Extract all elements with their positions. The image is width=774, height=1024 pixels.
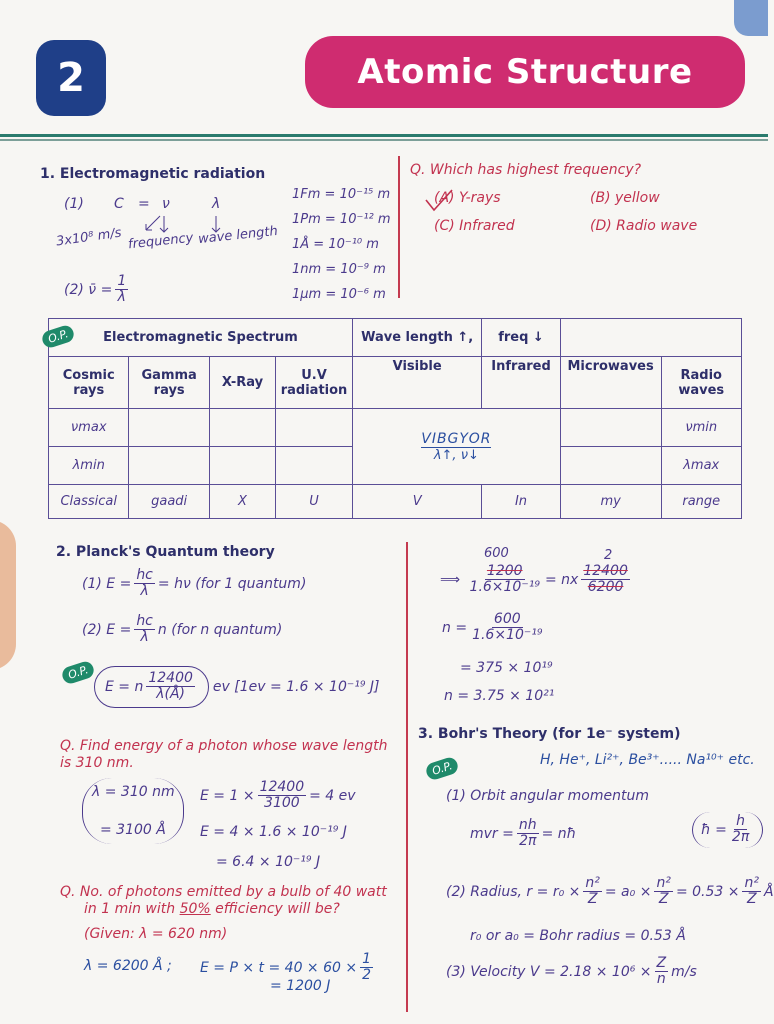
hbar-den: 2π [731, 829, 750, 846]
mnemonic-8: range [661, 485, 741, 519]
vibgyor-cell [353, 409, 561, 485]
row-nu-min: νmin [661, 409, 741, 447]
q2-step-1-lhs: E = 1 × [200, 787, 255, 804]
mvr-den: 2π [519, 833, 537, 850]
mnemonic-4: U [276, 485, 353, 519]
q2-step-1-rhs: = 4 ev [309, 787, 356, 804]
mnemonic-7: my [560, 485, 661, 519]
calc-r-den: 6200 [587, 579, 624, 596]
calc-num-struck: 1200 [486, 563, 523, 579]
planck-eq-2-den: λ [140, 629, 149, 646]
eq2-lhs: ν̄ = [88, 281, 113, 298]
planck-op-formula [94, 666, 380, 708]
angular-momentum-eq [470, 818, 576, 850]
radius-unit: Å [763, 883, 774, 900]
wavelength-label: wave length [197, 223, 279, 248]
bohr-point-1: (1) Orbit angular momentum [446, 788, 649, 804]
q2-step-2: E = 4 × 1.6 × 10⁻¹⁹ J [200, 824, 347, 840]
vibgyor-trend: λ↑, ν↓ [433, 447, 479, 463]
page-title: Atomic Structure [357, 52, 693, 92]
q1-option-b: (B) yellow [590, 190, 660, 206]
planck-eq-1-den: λ [140, 583, 149, 600]
radius-n2-c: n² [744, 875, 759, 891]
q3-energy-den: 2 [362, 967, 372, 984]
q1-option-d: (D) Radio wave [590, 218, 698, 234]
unit-fm: 1Fm = 10⁻¹⁵ m [292, 187, 391, 202]
col-visible: Visible [353, 357, 482, 409]
velocity-den: n [656, 971, 666, 988]
q3-energy-num: 1 [362, 951, 372, 967]
header-rule-thin [0, 139, 768, 141]
mvr-rhs: = nħ [541, 825, 577, 842]
planck-eq-1-rhs: = hν (for 1 quantum) [157, 575, 307, 592]
col-radio: Radio waves [661, 357, 741, 409]
calc-eq-mid: = nx [544, 571, 579, 588]
calc-n-eq [442, 612, 548, 644]
velocity-lhs: (3) Velocity V = 2.18 × 10⁶ × [446, 963, 652, 980]
planck-eq-2-rhs: n (for n quantum) [157, 621, 283, 638]
col-infrared: Infrared [482, 357, 560, 409]
spectrum-heading: Electromagnetic Spectrum [49, 319, 353, 357]
q2-lambda-angstrom: = 3100 Å [100, 822, 166, 838]
q3-lambda: λ = 6200 Å ; [84, 958, 172, 974]
header-rule [0, 134, 768, 137]
eq1-lambda: λ [212, 196, 221, 212]
chapter-title-banner [305, 36, 745, 108]
q2-lambda-nm: λ = 310 nm [92, 784, 175, 800]
planck-eq-2-num: hc [136, 613, 153, 629]
q3-energy-lhs: E = P × t = 40 × 60 × [200, 959, 358, 976]
calc-n-result-1: = 375 × 10¹⁹ [460, 660, 553, 676]
eq2-number: (2) [64, 281, 84, 298]
velocity-unit: m/s [671, 963, 697, 980]
calc-den: 1.6×10⁻¹⁹ [469, 579, 540, 596]
mnemonic-3: X [209, 485, 275, 519]
eq1-number: (1) [64, 196, 84, 212]
velocity-num: Z [656, 955, 667, 971]
vibgyor-label: VIBGYOR [421, 430, 492, 447]
calc-2-top: 2 [604, 548, 613, 563]
col-uv: U.V radiation [276, 357, 353, 409]
eq1-equals: = [138, 196, 150, 212]
q3-energy-result: = 1200 J [270, 978, 331, 994]
hbar-lhs: ħ = [701, 821, 727, 838]
q1-question: Q. Which has highest frequency? [410, 162, 642, 178]
eq1-c: C [114, 196, 124, 212]
section-1-title: 1. Electromagnetic radiation [40, 166, 266, 182]
radius-end: = 0.53 × [675, 883, 740, 900]
mvr-lhs: mvr = [470, 825, 514, 842]
unit-angstrom: 1Å = 10⁻¹⁰ m [292, 237, 379, 252]
tick-mark-icon [424, 188, 454, 214]
spectrum-table [48, 318, 742, 519]
q2-step-1-den: 3100 [264, 795, 300, 812]
q3-question-part-b: in 1 min with [84, 901, 180, 917]
mvr-num: nh [518, 817, 537, 833]
speed-of-light-value: 3x10⁸ m/s [55, 225, 123, 250]
q2-question: Q. Find energy of a photon whose wave length is 310 nm. [60, 738, 388, 771]
bohr-op-badge: O.P. [424, 755, 460, 781]
radius-lhs: (2) Radius, r = r₀ × [446, 883, 581, 900]
mnemonic-5: V [353, 485, 482, 519]
op-formula-den: λ(Å) [156, 686, 186, 703]
row-nu-max: νmax [49, 409, 129, 447]
q2-step-1-num: 12400 [259, 779, 305, 795]
radius-eq [446, 876, 774, 908]
section-2-title: 2. Planck's Quantum theory [56, 544, 275, 560]
hbar-definition [692, 812, 763, 848]
calc-photon-eq: ⟹ $\frac{1200}{\text{1.6×10⁻¹⁹}}$ = nx $\frac{12400}{6200}$ [440, 563, 628, 596]
calc-n-den: 1.6×10⁻¹⁹ [472, 627, 543, 644]
mnemonic-6: In [482, 485, 560, 519]
velocity-eq [446, 956, 697, 988]
col-gamma: Gamma rays [129, 357, 209, 409]
calc-n-num: 600 [493, 611, 521, 627]
unit-nm: 1nm = 10⁻⁹ m [292, 262, 386, 277]
unit-pm: 1Pm = 10⁻¹² m [292, 212, 391, 227]
planck-op-badge: O.P. [60, 659, 96, 685]
mnemonic-2: gaadi [129, 485, 209, 519]
radius-n2-a: n² [585, 875, 600, 891]
op-formula-lhs: E = n [105, 678, 144, 695]
mnemonic-1: Classical [49, 485, 129, 519]
radius-z-a: Z [587, 891, 598, 908]
row-lambda-max: λmax [661, 447, 741, 485]
frequency-label: frequency [127, 230, 195, 253]
eq2 [64, 274, 131, 306]
op-formula-rhs: ev [1ev = 1.6 × 10⁻¹⁹ J] [212, 678, 380, 695]
energy-formula-cloud [94, 666, 209, 708]
radius-z-c: Z [746, 891, 757, 908]
eq2-denominator: λ [117, 289, 126, 306]
bohr-radius: r₀ or a₀ = Bohr radius = 0.53 Å [470, 928, 686, 944]
q3-question [60, 884, 400, 918]
calc-n-result-2: n = 3.75 × 10²¹ [444, 688, 555, 704]
q3-question-line-1: Q. No. of photons emitted by a bulb of 40 watt [60, 884, 387, 900]
op-badge: O.P. [40, 323, 76, 349]
chapter-number-badge: 2 [36, 40, 106, 116]
corner-decoration [734, 0, 768, 36]
calc-n-lhs: n = [442, 619, 468, 636]
row-lambda-min: λmin [49, 447, 129, 485]
q3-given: (Given: λ = 620 nm) [84, 926, 228, 942]
frequency-header: freq ↓ [482, 319, 560, 357]
planck-eq-1 [82, 568, 306, 600]
planck-eq-2-lhs: (2) E = [82, 621, 132, 638]
column-divider-bottom [406, 542, 408, 1012]
calc-r-num: 12400 [583, 563, 628, 579]
q1-option-c: (C) Infrared [434, 218, 515, 234]
col-cosmic: Cosmic rays [49, 357, 129, 409]
radius-n2-b: n² [656, 875, 671, 891]
radius-z-b: Z [658, 891, 669, 908]
wavelength-header: Wave length ↑, [353, 319, 482, 357]
eq2-numerator: 1 [117, 273, 127, 289]
column-divider-top [398, 156, 400, 298]
q3-efficiency: 50% [179, 901, 211, 917]
eq1-nu: ν [162, 196, 170, 212]
unit-conversions [292, 182, 391, 307]
planck-eq-1-num: hc [136, 567, 153, 583]
thumb-edge [0, 520, 16, 670]
q1-option-a: (A) Y-rays [434, 190, 501, 206]
col-xray: X-Ray [209, 357, 275, 409]
op-formula-num: 12400 [148, 670, 193, 686]
planck-eq-1-lhs: (1) E = [82, 575, 132, 592]
calc-600-top: 600 [484, 546, 509, 561]
hbar-num: h [736, 813, 746, 829]
q3-question-part-c: efficiency will be? [210, 901, 340, 917]
planck-eq-2 [82, 614, 282, 646]
col-microwaves: Microwaves [560, 357, 661, 409]
radius-mid: = a₀ × [604, 883, 652, 900]
q2-step-3: = 6.4 × 10⁻¹⁹ J [216, 854, 321, 870]
q2-step-1 [200, 780, 356, 812]
section-3-title: 3. Bohr's Theory (for 1e⁻ system) [418, 726, 681, 742]
hydrogen-like-ions: H, He⁺, Li²⁺, Be³⁺..... Na¹⁰⁺ etc. [540, 752, 755, 768]
unit-um: 1μm = 10⁻⁶ m [292, 287, 386, 302]
